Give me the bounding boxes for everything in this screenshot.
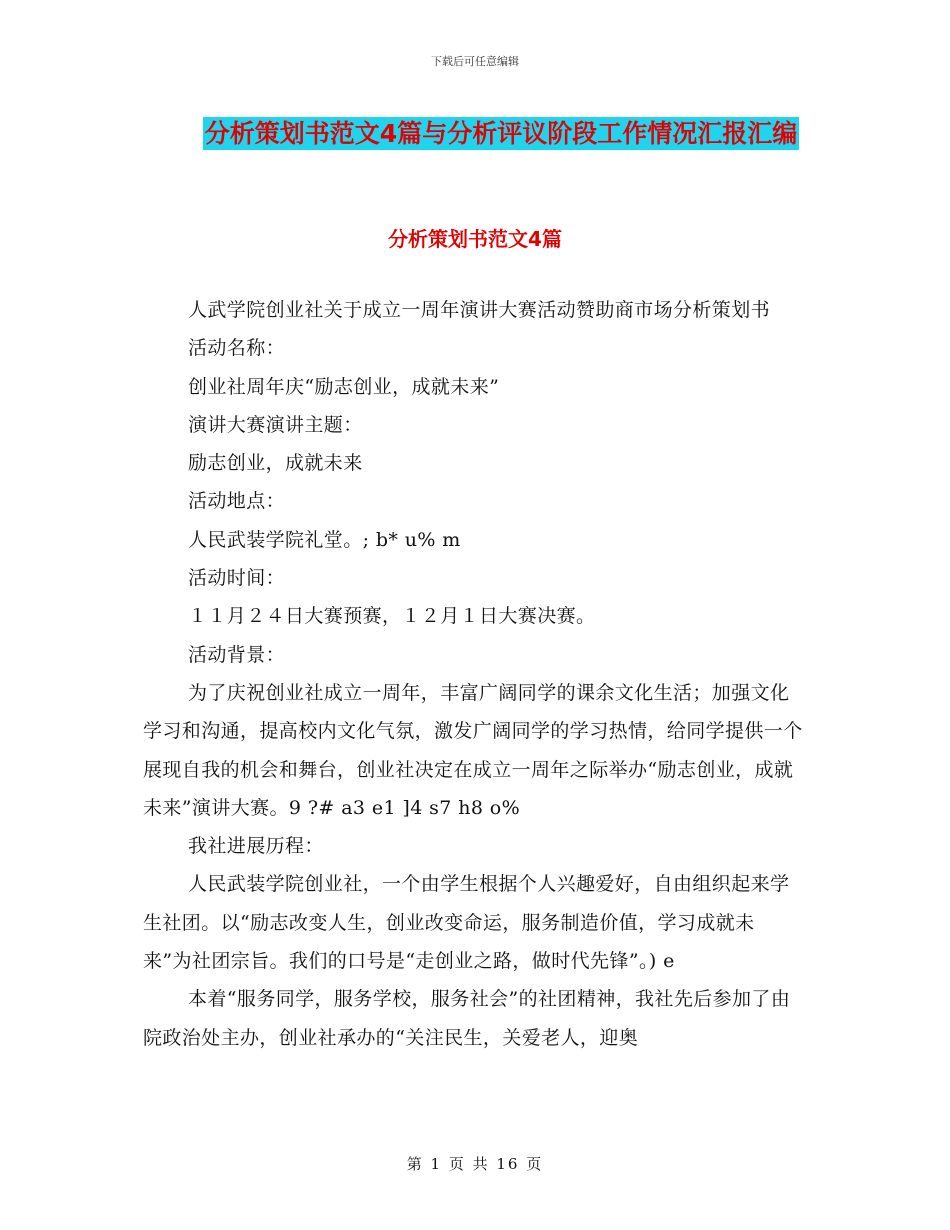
paragraph: 人民武装学院礼堂。; b* u% m xyxy=(188,528,461,551)
paragraph: 人民武装学院创业社，一个由学生根据个人兴趣爱好，自由组织起来学生社团。以“励志改变人生，创业改变命运，服务制造价值，学习成就未来”为社团宗旨。我们的口号是“走创业之路，做时代先锋”。) e xyxy=(143,873,790,973)
section-title: 分析策划书范文4篇 xyxy=(388,227,562,251)
paragraph: 活动地点： xyxy=(188,490,286,513)
paragraph: 励志创业，成就未来 xyxy=(188,452,363,475)
header-note: 下载后可任意编辑 xyxy=(431,55,519,68)
page-footer: 第 1 页 共 16 页 xyxy=(406,1155,544,1173)
document-title-text: 分析策划书范文4篇与分析评议阶段工作情况汇报汇编 xyxy=(204,119,798,148)
paragraph: 本着“服务同学，服务学校，服务社会”的社团精神，我社先后参加了由院政治处主办，创业社承办的“关注民生，关爱老人，迎奥 xyxy=(143,988,791,1049)
paragraph: 我社进展历程： xyxy=(188,835,324,858)
paragraph: 为了庆祝创业社成立一周年，丰富广阔同学的课余文化生活；加强文化学习和沟通，提高校内文化气氛，激发广阔同学的学习热情，给同学提供一个展现自我的机会和舞台，创业社决定在成立一周年之际举办“励志创业，成就未来”演讲大赛。9 ?# a3 e1 ]4 s7 h8 o% xyxy=(143,681,803,819)
paragraph: 活动背景： xyxy=(188,643,286,666)
paragraph: 活动名称： xyxy=(188,337,286,360)
paragraph: 人武学院创业社关于成立一周年演讲大赛活动赞助商市场分析策划书 xyxy=(188,299,771,321)
paragraph: 创业社周年庆“励志创业，成就未来” xyxy=(188,375,500,398)
document-body xyxy=(143,291,803,1057)
paragraph: 活动时间： xyxy=(188,567,286,590)
paragraph: １１月２４日大赛预赛，１２月１日大赛决赛。 xyxy=(188,605,596,628)
paragraph: 演讲大赛演讲主题： xyxy=(188,413,363,436)
document-title xyxy=(196,112,806,156)
